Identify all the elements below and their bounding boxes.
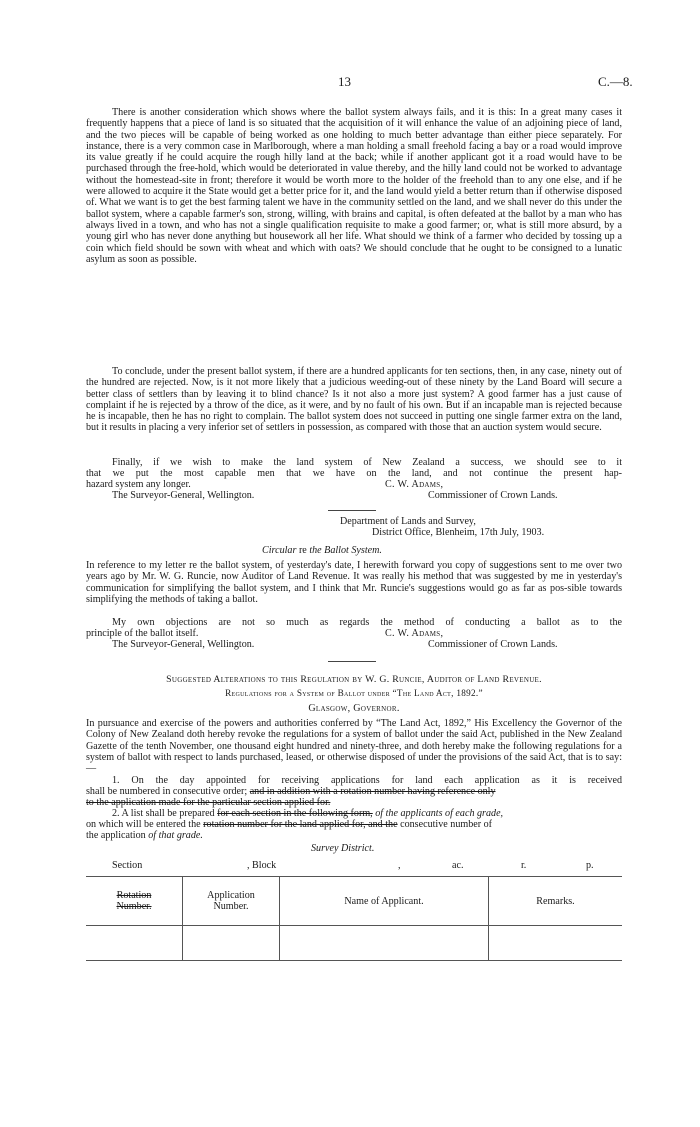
letter1-signer-title: Commissioner of Crown Lands. [428, 490, 558, 501]
ballot-form-table [86, 876, 622, 961]
clause-1-struck-text: and in addition with a rotation number having reference only [249, 786, 496, 797]
clause-1-line2 [86, 786, 496, 797]
letter1-paragraph-3-line3: hazard system any longer. [86, 479, 191, 490]
section-divider [328, 510, 376, 511]
clause-1-struck-line: to the application made for the particular section applied for. [86, 797, 331, 808]
table-cell [86, 926, 183, 961]
clause-2-line1 [112, 808, 503, 819]
clause-1-line1: 1. On the day appointed for receiving applications for land each application as it is received [112, 775, 622, 786]
clause-2-struck-text-2: rotation number for the land applied for, and the [203, 819, 398, 830]
clause-2-text-d: consecutive number of [400, 819, 493, 830]
clause-2-line3 [86, 830, 203, 841]
regulations-heading: Suggested Alterations to this Regulation by W. G. Runcie, Auditor of Land Revenue. [166, 674, 542, 685]
form-survey-district: Survey District. [311, 843, 375, 854]
regulations-subheading: Regulations for a System of Ballot under “The Land Act, 1892.” [225, 688, 483, 698]
letter2-department: Department of Lands and Survey, [340, 516, 476, 527]
letter1-signer: C. W. Adams, [385, 479, 444, 490]
letter2-subject-part-a: Circular [262, 545, 297, 556]
clause-2-text-c: on which will be entered the [86, 819, 201, 830]
letter2-addressee: The Surveyor-General, Wellington. [112, 639, 255, 650]
column-header-application [183, 877, 280, 926]
letter2-paragraph-2-line2: principle of the ballot itself. [86, 628, 199, 639]
column-header-remarks: Remarks. [489, 877, 623, 926]
clause-2-line2 [86, 819, 492, 830]
letter1-addressee: The Surveyor-General, Wellington. [112, 490, 255, 501]
clause-2-text-b: of the applicants of each grade, [375, 808, 504, 819]
letter2-signer: C. W. Adams, [385, 628, 444, 639]
clause-2-text-f: of that grade. [148, 830, 203, 841]
column-header-name: Name of Applicant. [280, 877, 489, 926]
page-number: 13 [338, 74, 351, 89]
letter2-paragraph-2-line1: My own objections are not so much as regards the method of conducting a ballot as to the [112, 617, 622, 628]
form-perches-label: p. [586, 860, 594, 871]
letter2-subject-part-b: re [298, 545, 307, 556]
letter2-office-date: District Office, Blenheim, 17th July, 1903. [372, 527, 545, 538]
form-section-label: Section [112, 860, 143, 871]
regulations-preamble: In pursuance and exercise of the powers and authorities conferred by “The Land Act, 1892,” His Excellency the Governor of the Colony of New Zealand doth hereby revoke the regulations for a system of ballot under the said Act, published in the New Zealand Gazette of the tenth November, one thousand eight hundred and ninety-three, and doth hereby make the following regulations for a system of ballot with respect to lands purchased, leased, or otherwise disposed of under the provisions of the said Act, that is to say:— [86, 718, 622, 775]
letter1-paragraph-1: There is another consideration which shows where the ballot system always fails, and it is this: In a great many cases it frequently happens that a piece of land is so situated that the acquisition of it will enhance the value of an adjoining piece of land, and the two pieces will be capable of being worked as one holding to much better advantage than either piece separately. For instance, there is a very common case in Marlborough, where a man holding a small freehold facing a bay or a road would improve its value greatly if he could acquire the rough hilly land at the back; while if another applicant got it a road would have to be purchased through the free-hold, which would be deteriorated in value thereby, and the hilly land could not be worked to advantage without the homestead-site in front; therefore it would be worth more to the holder of the freehold than to any one else, and if he were allowed to acquire it the State would get a better price for it, and the land would yield a better return than if otherwise disposed of. What we want is to get the best farming talent we have in the community settled on the land, and we shall never do this under the ballot system, where a capable farmer's son, strong, willing, with brains and capital, is often defeated at the ballot by a man who has always lived in a town, and who has not a single qualification requisite to make a good farmer; or, what is still more absurd, by a young girl who has never done anything but housework all her life. What should we think of a farmer who decided by tossing up a coin which field should be sown with wheat and which with oats? We should conclude that he ought to be consigned to a lunatic asylum as soon as possible. [86, 107, 622, 265]
column-header-rotation [86, 877, 183, 926]
section-divider [328, 661, 376, 662]
clause-2-text-e: the application [86, 830, 146, 841]
form-comma: , [398, 860, 401, 871]
letter2-signer-title: Commissioner of Crown Lands. [428, 639, 558, 650]
page-reference: C.—8. [598, 74, 633, 89]
table-cell [489, 926, 623, 961]
clause-1-text: shall be numbered in consecutive order; [86, 786, 248, 797]
letter2-subject [262, 545, 382, 556]
letter2-subject-part-c: the Ballot System. [309, 545, 382, 556]
application-header-line1: Application [207, 890, 255, 901]
letter2-paragraph-1: In reference to my letter re the ballot system, of yesterday's date, I herewith forward you copy of suggestions sent to me over two years ago by Mr. W. G. Runcie, now Auditor of Land Revenue. It was really his method that was suggested by me in yesterday's communication for simplifying the ballot system, and I think that Mr. Runcie's suggestions would go as far as pos-sible towards simplifying the methods of taking a ballot. [86, 560, 622, 605]
rotation-number-struck-label: Rotation Number. [116, 890, 152, 912]
table-header-row [86, 877, 622, 926]
clause-2-text-a: 2. A list shall be prepared [112, 808, 215, 819]
clause-2-struck-text-1: for each section in the following form, [217, 808, 373, 819]
table-cell [183, 926, 280, 961]
table-cell [280, 926, 489, 961]
form-acres-label: ac. [452, 860, 464, 871]
form-block-label: , Block [247, 860, 277, 871]
form-roods-label: r. [521, 860, 527, 871]
letter1-paragraph-3-line1: Finally, if we wish to make the land system of New Zealand a success, we should see to it [112, 457, 622, 468]
application-header-line2: Number. [213, 901, 249, 912]
table-row [86, 926, 622, 961]
regulations-governor: Glasgow, Governor. [308, 703, 400, 714]
letter1-paragraph-3-line2: that we put the most capable men that we have on the land, and not continue the present hap- [86, 468, 622, 479]
letter1-paragraph-2: To conclude, under the present ballot system, if there are a hundred applicants for ten sections, then, in any case, ninety out of the hundred are rejected. Now, is it not more likely that a judicious weeding-out of these ninety by the Land Board will secure a better class of settlers than by leaving it to blind chance? Is it not also a more just system? A good farmer has a just cause of complaint if he is rejected by a throw of the dice, as it were, and by no fault of his own. But if an incapable man is rejected because he is incapable, then he has no right to complain. The ballot system does not succeed in putting one single farmer extra on the land, but it results in placing a very inferior set of settlers in possession, as compared with those that an auction system would secure. [86, 366, 622, 434]
